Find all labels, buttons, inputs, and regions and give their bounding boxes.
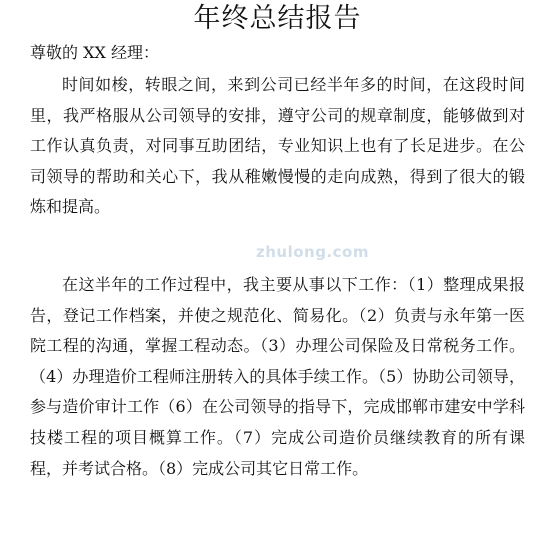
document-title: 年终总结报告 [193, 3, 362, 34]
paragraph-intro: 时间如梭，转眼之间，来到公司已经半年多的时间，在这段时间里，我严格服从公司领导的安排，遵守公司的规章制度，能够做到对工作认真负责，对同事互助团结，专业知识上也有了长足进步。在公司领导的帮助和关心下，我从稚嫩慢慢的走向成熟，得到了很大的锻炼和提高。 [30, 75, 525, 217]
paragraph-work-items: 在这半年的工作过程中，我主要从事以下工作：（1）整理成果报告，登记工作档案，并使之规范化、简易化。（2）负责与永年第一医院工程的沟通，掌握工程动态。（3）办理公司保险及日常税务工作。（4）办理造价工程师注册转入的具体手续工作。（5）协助公司领导，参与造价审计工作（6）在公司领导的指导下，完成邯郸市建安中学科技楼工程的项目概算工作。（7）完成公司造价员继续教育的所有课程，并考试合格。（8）完成公司其它日常工作。 [30, 275, 525, 478]
salutation: 尊敬的 XX 经理： [30, 43, 159, 62]
watermark: zhulong.com [256, 243, 369, 261]
